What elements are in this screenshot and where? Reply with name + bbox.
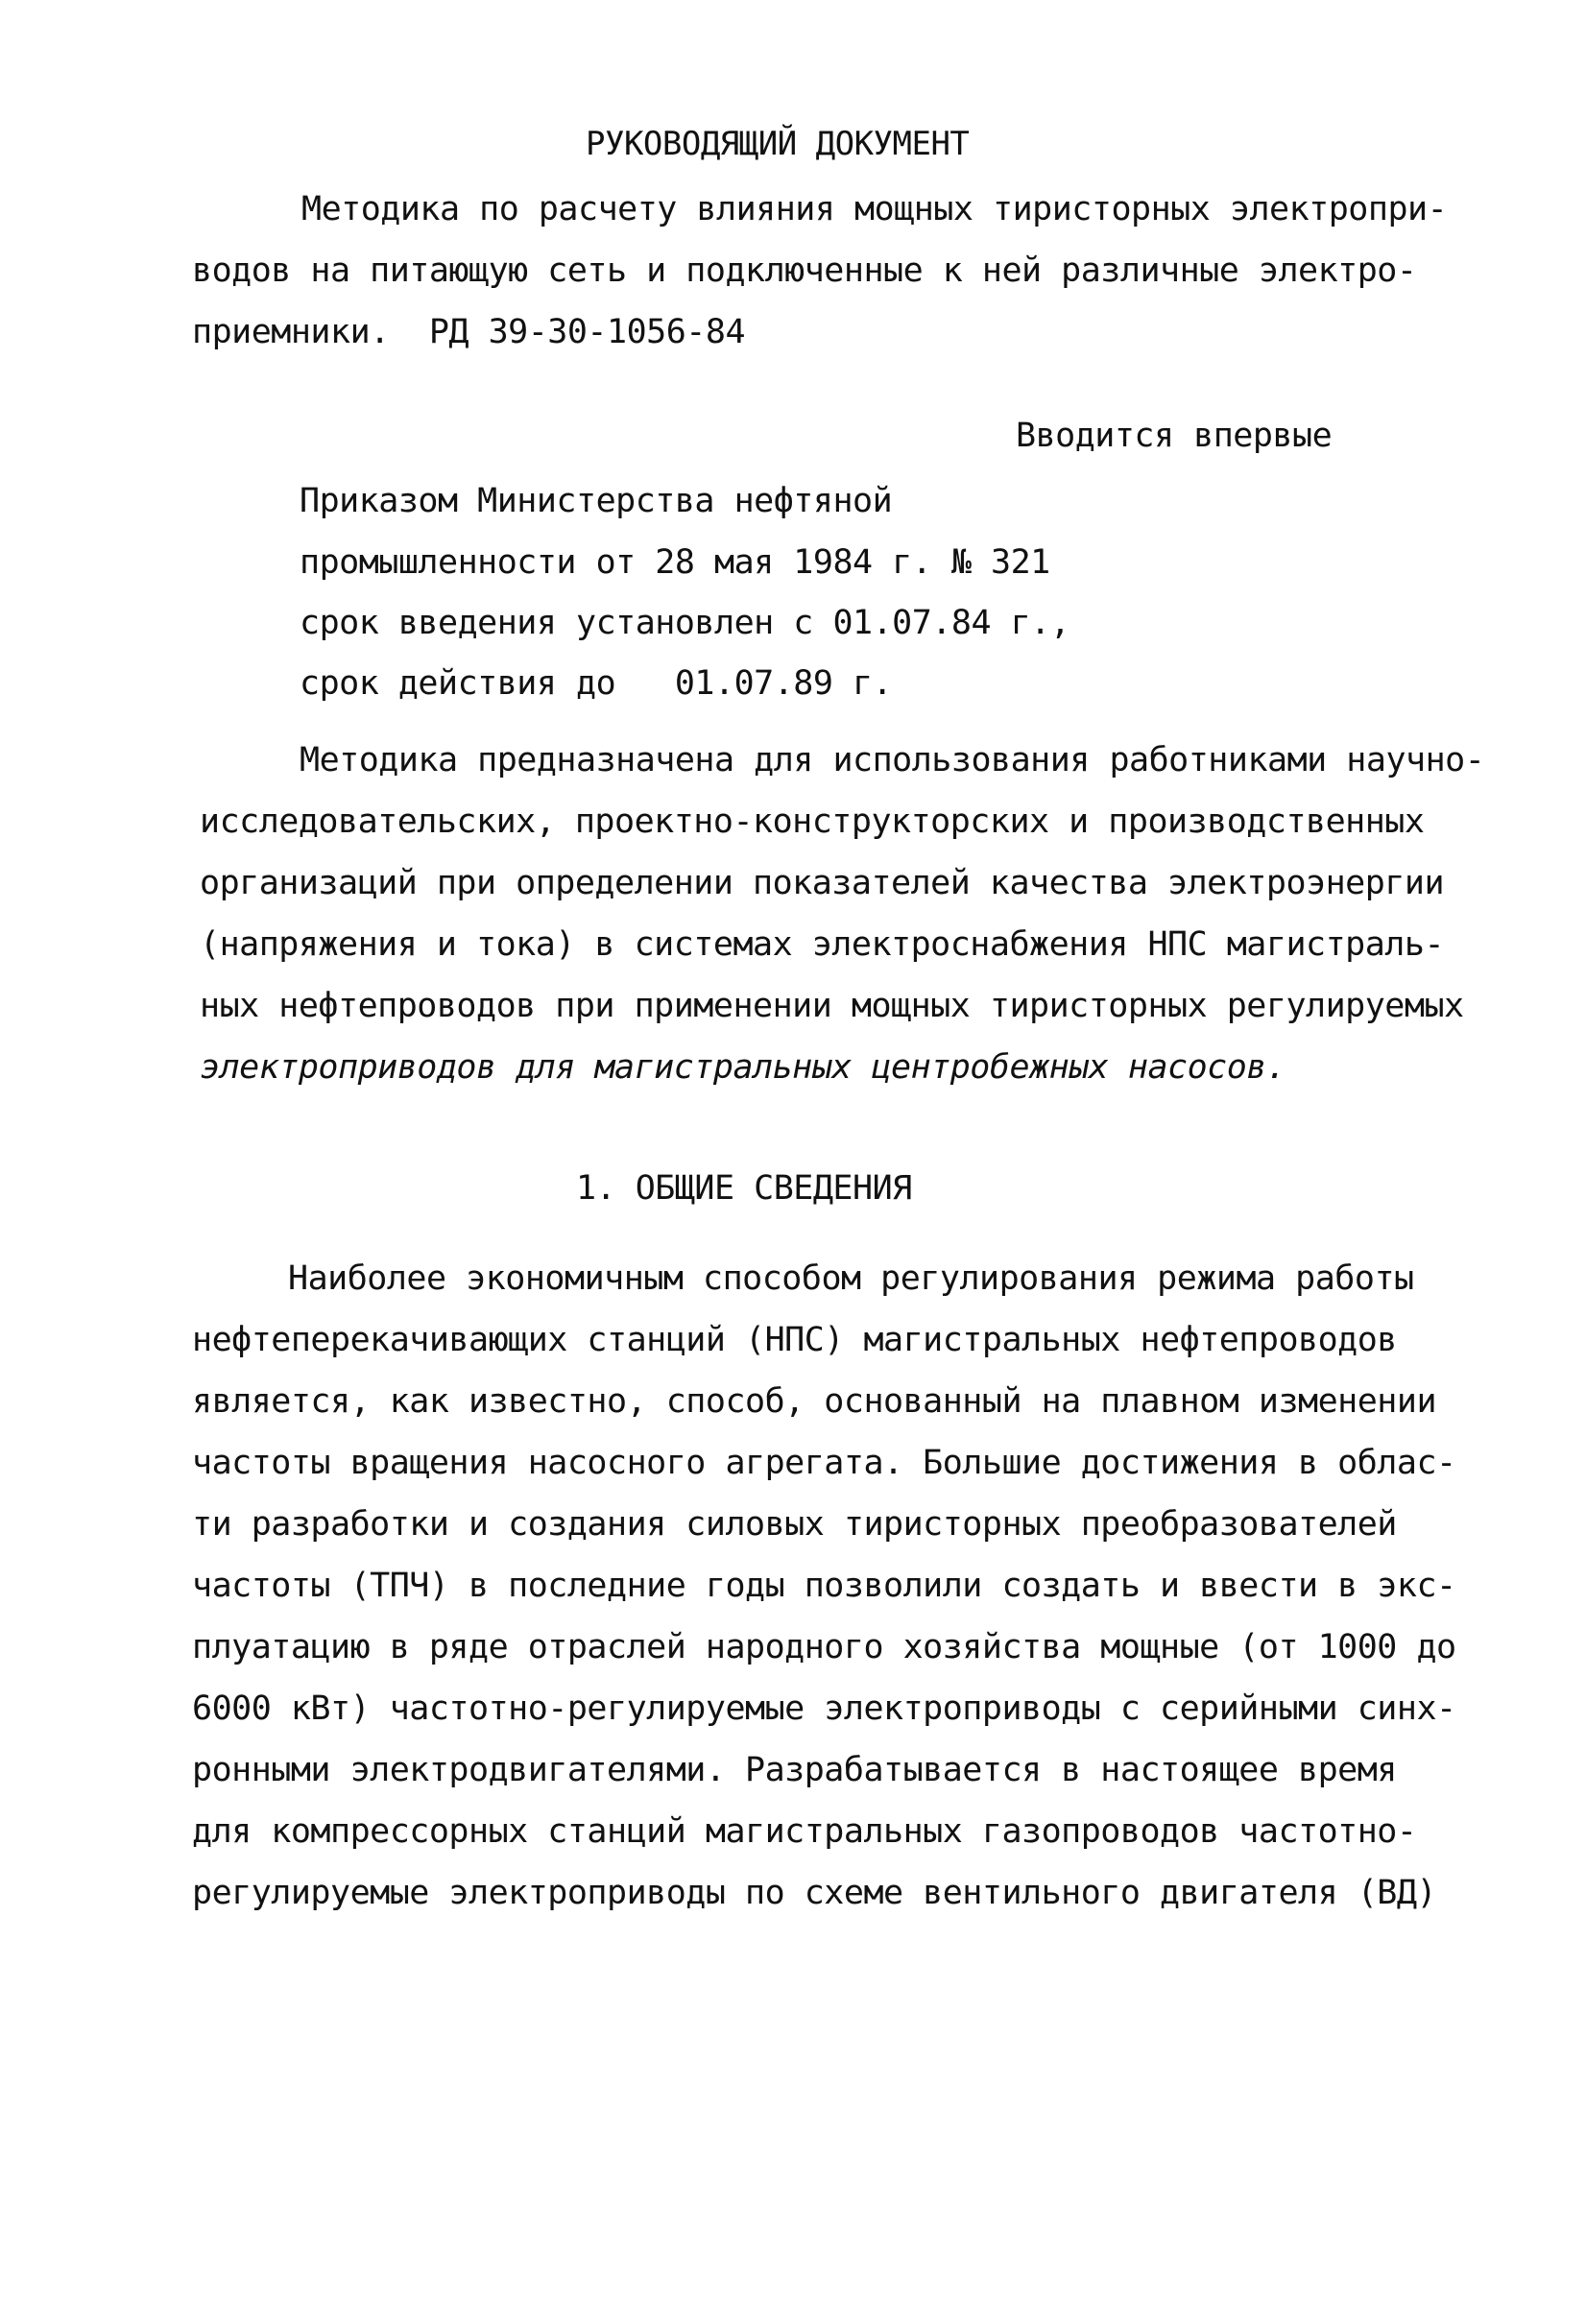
order-line-2: промышленности от 28 мая 1984 г. № 321 xyxy=(300,543,1050,582)
body-line-6: частоты (ТПЧ) в последние годы позволили создать и ввести в экс- xyxy=(192,1567,1456,1605)
purpose-line-3: организаций при определении показателей качества электроэнергии xyxy=(200,864,1445,902)
heading-line-1: Методика по расчету влияния мощных тиристорных электропри- xyxy=(301,190,1448,228)
body-line-2: нефтеперекачивающих станций (НПС) магистральных нефтепроводов xyxy=(192,1321,1397,1359)
order-line-4: срок действия до 01.07.89 г. xyxy=(300,664,893,703)
body-line-3: является, как известно, способ, основанный на плавном изменении xyxy=(192,1382,1437,1421)
body-line-4: частоты вращения насосного агрегата. Большие достижения в облас- xyxy=(192,1444,1456,1482)
order-line-3: срок введения установлен с 01.07.84 г., xyxy=(300,604,1070,642)
body-line-10: для компрессорных станций магистральных газопроводов частотно- xyxy=(192,1812,1417,1851)
section-title: 1. ОБЩИЕ СВЕДЕНИЯ xyxy=(576,1169,912,1208)
document-title: РУКОВОДЯЩИЙ ДОКУМЕНТ xyxy=(586,125,970,163)
purpose-line-1: Методика предназначена для использования работниками научно- xyxy=(300,741,1485,779)
heading-line-3: приемники. РД 39-30-1056-84 xyxy=(192,313,746,351)
purpose-line-5: ных нефтепроводов при применении мощных тиристорных регулируемых xyxy=(200,987,1464,1025)
purpose-line-2: исследовательских, проектно-конструкторских и производственных xyxy=(200,803,1425,841)
purpose-line-6: электроприводов для магистральных центробежных насосов. xyxy=(200,1048,1286,1087)
introduced-note: Вводится впервые xyxy=(1016,417,1333,455)
body-line-7: плуатацию в ряде отраслей народного хозяйства мощные (от 1000 до xyxy=(192,1628,1456,1666)
body-line-5: ти разработки и создания силовых тиристорных преобразователей xyxy=(192,1505,1397,1544)
body-line-8: 6000 кВт) частотно-регулируемые электроприводы с серийными синх- xyxy=(192,1689,1456,1728)
purpose-line-4: (напряжения и тока) в системах электроснабжения НПС магистраль- xyxy=(200,925,1445,964)
heading-line-2: водов на питающую сеть и подключенные к ней различные электро- xyxy=(192,252,1417,290)
body-line-1: Наиболее экономичным способом регулирования режима работы xyxy=(288,1259,1414,1298)
order-line-1: Приказом Министерства нефтяной xyxy=(300,482,893,520)
body-line-11: регулируемые электроприводы по схеме вентильного двигателя (ВД) xyxy=(192,1874,1437,1912)
body-line-9: ронными электродвигателями. Разрабатывается в настоящее время xyxy=(192,1751,1397,1789)
